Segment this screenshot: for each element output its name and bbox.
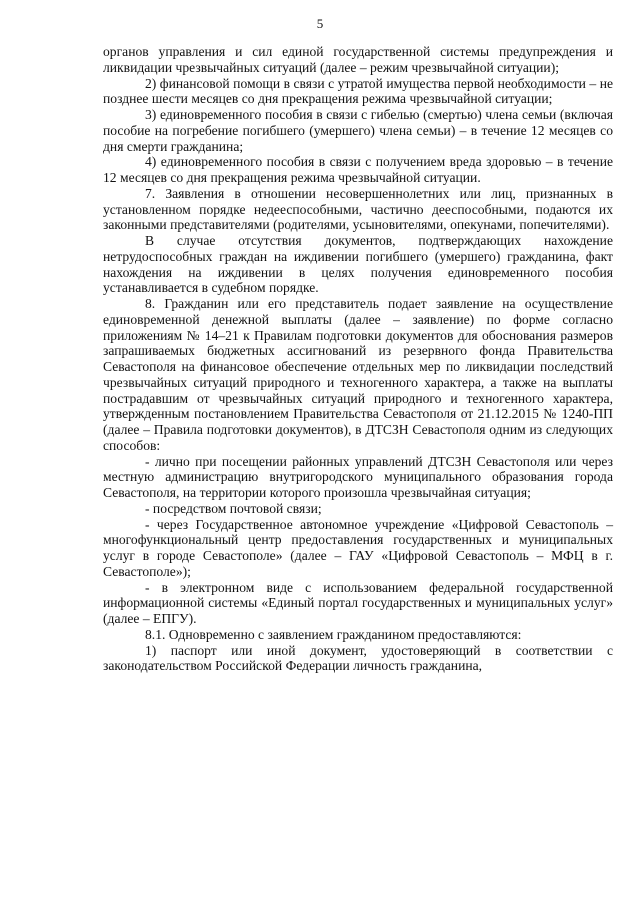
document-body: [103, 44, 613, 674]
paragraph: 2) финансовой помощи в связи с утратой имущества первой необходимости – не позднее шести месяцев со дня прекращения режима чрезвычайной ситуации;: [103, 75, 613, 107]
paragraph: 4) единовременного пособия в связи с получением вреда здоровью – в течение 12 месяцев со дня прекращения режима чрезвычайной ситуации.: [103, 154, 613, 185]
paragraph: - в электронном виде с использованием федеральной государственной информационной системы «Единый портал государственных и муниципальных услуг» (далее – ЕПГУ).: [103, 579, 613, 626]
paragraph: органов управления и сил единой государственной системы предупреждения и ликвидации чрезвычайных ситуаций (далее – режим чрезвычайной ситуации);: [103, 44, 613, 75]
paragraph: - лично при посещении районных управлений ДТСЗН Севастополя или через местную администрацию внутригородского муниципального образования города Севастополя, на территории которого произошла чрезвычайная ситуация;: [103, 453, 613, 500]
paragraph: 3) единовременного пособия в связи с гибелью (смертью) члена семьи (включая пособие на погребение погибшего (умершего) члена семьи) – в течение 12 месяцев со дня смерти гражданина;: [103, 107, 613, 154]
paragraph: 1) паспорт или иной документ, удостоверяющий в соответствии с законодательством Российской Федерации личность гражданина,: [103, 642, 613, 674]
page-number: 5: [316, 16, 324, 31]
paragraph: 8. Гражданин или его представитель подает заявление на осуществление единовременной денежной выплаты (далее – заявление) по форме согласно приложениям № 14–21 к Правилам подготовки документов для обоснования размеров запрашиваемых бюджетных ассигнований из резервного фонда Правительства Севастополя на финансовое обеспечение отдельных мер по ликвидации последствий чрезвычайных ситуаций природного и техногенного характера, а также на выплаты пострадавшим от чрезвычайных ситуаций природного и техногенного характера, утвержденным постановлением Правительства Севастополя от 21.12.2015 № 1240-ПП (далее – Правила подготовки документов), в ДТСЗН Севастополя одним из следующих способов:: [103, 296, 613, 453]
paragraph: - через Государственное автономное учреждение «Цифровой Севастополь – многофункциональный центр предоставления государственных и муниципальных услуг в городе Севастополе» (далее – ГАУ «Цифровой Севастополь – МФЦ в г. Севастополе»);: [103, 516, 613, 579]
paragraph: 8.1. Одновременно с заявлением гражданином предоставляются:: [145, 626, 522, 642]
paragraph: - посредством почтовой связи;: [145, 500, 322, 516]
paragraph: В случае отсутствия документов, подтверждающих нахождение нетрудоспособных граждан на иждивении погибшего (умершего) гражданина, факт нахождения на иждивении в целях получения единовременного пособия устанавливается в судебном порядке.: [103, 233, 613, 296]
paragraph: 7. Заявления в отношении несовершеннолетних или лиц, признанных в установленном порядке недееспособными, частично дееспособными, подаются их законными представителями (родителями, усыновителями, опекунами, попечителями).: [103, 185, 613, 233]
